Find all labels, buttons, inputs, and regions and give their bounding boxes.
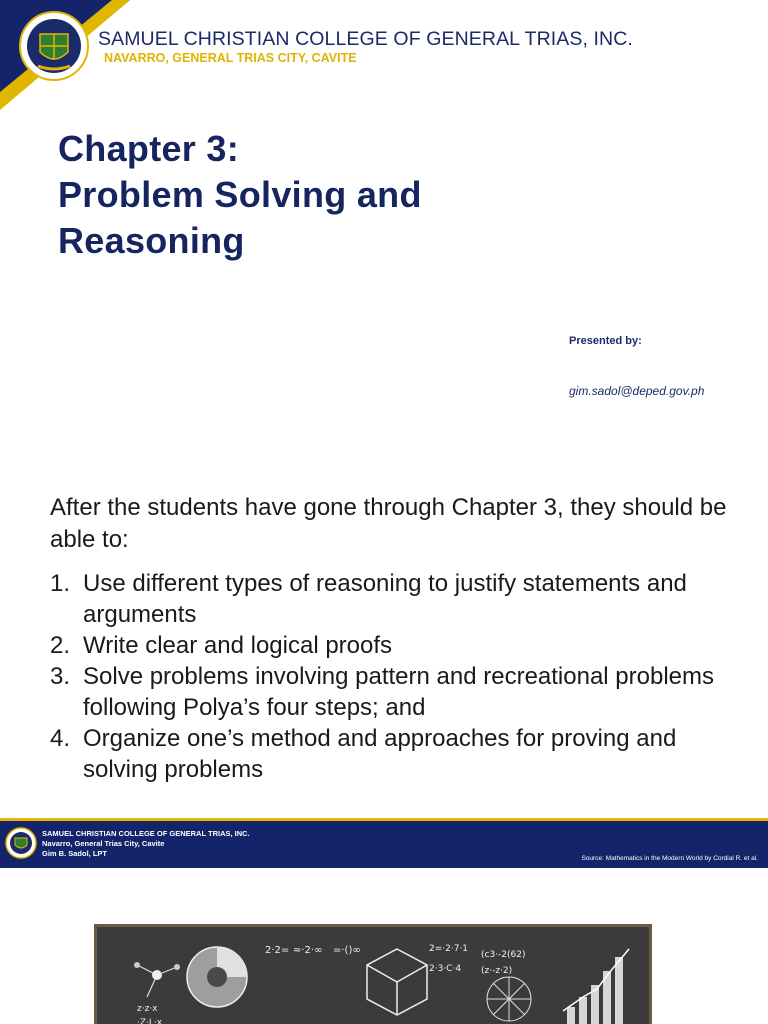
formula-text: 2=·2·7·1	[429, 944, 469, 954]
footer-school: SAMUEL CHRISTIAN COLLEGE OF GENERAL TRIAS, INC.	[42, 829, 250, 838]
chalkboard-image	[94, 924, 652, 1024]
formula-text: =·()∞	[333, 945, 361, 956]
footer-presenter: Gim B. Sadol, LPT	[42, 849, 108, 858]
chalkboard-drawings	[97, 927, 649, 1024]
list-item	[50, 568, 750, 630]
objectives-intro: After the students have gone through Chapter 3, they should be able to:	[50, 494, 727, 553]
chapter-title-line-3: Reasoning	[58, 220, 245, 261]
school-name: SAMUEL CHRISTIAN COLLEGE OF GENERAL TRIAS, INC.	[98, 28, 633, 50]
chapter-title-line-1: Chapter 3:	[58, 128, 240, 169]
formula-text: ·Z·L·x	[137, 1018, 163, 1024]
presented-by-label: Presented by:	[569, 335, 642, 347]
footer-address: Navarro, General Trias City, Cavite	[42, 839, 165, 848]
list-number: 1.	[50, 570, 71, 597]
chapter-title-line-2: Problem Solving and	[58, 174, 422, 215]
objectives-list	[50, 568, 750, 785]
list-number: 4.	[50, 725, 71, 752]
slide-footer	[0, 818, 768, 868]
list-item	[50, 723, 750, 785]
formula-text: 2·3·C·4	[429, 964, 462, 974]
list-item	[50, 630, 750, 661]
objectives-slide	[0, 478, 768, 868]
formula-text: 2·2=	[265, 945, 290, 956]
list-item	[50, 661, 750, 723]
list-item-text: Use different types of reasoning to justify statements and arguments	[83, 570, 687, 628]
school-address: NAVARRO, GENERAL TRIAS CITY, CAVITE	[104, 51, 357, 65]
formula-text: z·z·x	[137, 1004, 158, 1014]
list-number: 2.	[50, 632, 71, 659]
school-logo-icon	[18, 10, 90, 82]
list-item-text: Solve problems involving pattern and recreational problems following Polya’s four steps; and	[83, 663, 715, 721]
list-item-text: Organize one’s method and approaches for proving and solving problems	[83, 725, 677, 783]
footer-source: Source: Mathematics in the Modern World by Cordial R. et al.	[581, 855, 758, 862]
formula-text: (z·-z·2)	[481, 966, 513, 976]
presenter-email[interactable]: gim.sadol@deped.gov.ph	[569, 384, 705, 398]
formula-text: (c3·-2(62)	[481, 950, 526, 960]
list-item-text: Write clear and logical proofs	[83, 632, 393, 659]
formula-text: ≈·2·∞	[293, 945, 323, 956]
list-number: 3.	[50, 663, 71, 690]
footer-logo-icon	[5, 827, 37, 859]
title-slide	[0, 0, 768, 470]
image-slide	[0, 876, 768, 1024]
